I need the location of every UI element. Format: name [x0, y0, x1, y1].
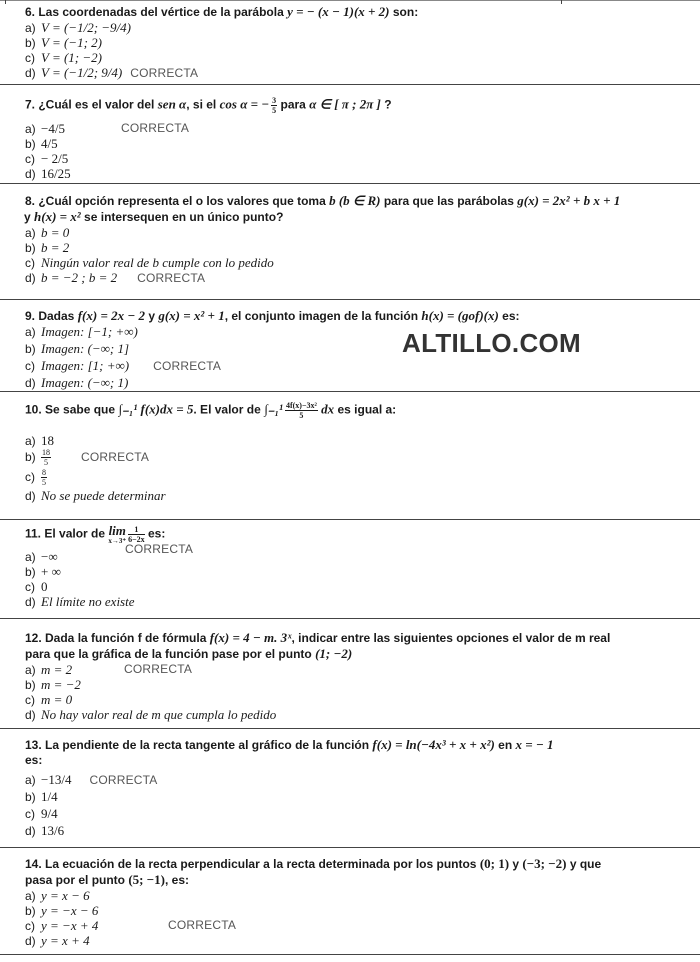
option-d: d) No se puede determinar: [25, 488, 166, 503]
question-stem-line2: para que la gráfica de la función pase por el punto (1; −2): [25, 646, 353, 661]
option-c: c) Ningún valor real de b cumple con lo pedido: [25, 255, 274, 270]
option-c: c) m = 0: [25, 692, 73, 707]
option-b: b) V = (−1; 2): [25, 35, 102, 50]
question-divider: [0, 954, 700, 955]
option-d: d) Imagen: (−∞; 1): [25, 375, 129, 390]
option-b: b) $\frac{18}{5}$ CORRECTA: [25, 448, 150, 467]
question-stem: 10. Se sabe que ∫₋₁¹ f(x)dx = 5. El valor de ∫₋₁¹ $\frac{\text{4f(x)−3x²}}{5}$ dx es igual a:: [25, 401, 397, 420]
question-stem: 9. Dadas f(x) = 2x − 2 y g(x) = x² + 1, el conjunto imagen de la función h(x) = (gof)(x) es:: [25, 308, 520, 323]
correct-marker: CORRECTA: [89, 773, 158, 787]
question-stem-line2: es:: [25, 753, 43, 767]
correct-marker: CORRECTA: [130, 66, 199, 80]
question-stem-line2: pasa por el punto (5; −1), es:: [25, 872, 190, 887]
correct-marker: CORRECTA: [137, 271, 206, 285]
option-c: c) $\frac{8}{5}$: [25, 468, 46, 487]
option-c: c) 0: [25, 579, 48, 594]
question-8: [25, 193, 700, 285]
option-b: b) y = −x − 6: [25, 903, 99, 918]
question-14: [25, 856, 700, 948]
question-7: [25, 96, 700, 181]
question-divider: [0, 847, 700, 848]
question-divider: [0, 84, 700, 85]
option-d: d) y = x + 4: [25, 933, 90, 948]
question-divider: [0, 519, 700, 520]
option-a: a) V = (−1/2; −9/4): [25, 20, 131, 35]
question-stem: 13. La pendiente de la recta tangente al gráfico de la función f(x) = ln(−4x³ + x + x²) en x = − 1: [25, 737, 554, 752]
option-c: c) 9/4: [25, 806, 58, 821]
option-b: b) + ∞: [25, 564, 61, 579]
correct-marker: CORRECTA: [81, 450, 150, 464]
question-6: [25, 4, 700, 80]
option-d: d) No hay valor real de m que cumpla lo pedido: [25, 707, 277, 722]
option-b: b) 4/5: [25, 136, 58, 151]
option-a: a) m = 2 CORRECTA: [25, 662, 193, 677]
option-d: d) 16/25: [25, 166, 71, 181]
question-stem: 7. ¿Cuál es el valor del sen α, si el cos α = − $\frac{3}{5}$ para α ∈ [ π ; 2π ] ?: [25, 96, 392, 115]
option-c: c) − 2/5: [25, 151, 69, 166]
option-a: a) 18: [25, 433, 54, 448]
option-a: a) b = 0: [25, 225, 70, 240]
top-border: [0, 0, 700, 1]
question-10: [25, 401, 700, 503]
question-divider: [0, 391, 700, 392]
option-a: a) −13/4 CORRECTA: [25, 772, 158, 787]
question-divider: [0, 618, 700, 619]
question-stem: 11. El valor de lim x→3⁺ $\frac{1}{6-2x}$ es:: [25, 523, 166, 545]
option-b: b) m = −2: [25, 677, 81, 692]
top-border-tick: [5, 0, 6, 4]
question-13: [25, 737, 700, 838]
correct-marker: CORRECTA: [168, 918, 237, 932]
option-c: c) y = −x + 4 CORRECTA: [25, 918, 237, 933]
option-d: d) 13/6: [25, 823, 65, 838]
question-stem: 14. La ecuación de la recta perpendicular a la recta determinada por los puntos (0; 1) y (−3; −2) y que: [25, 856, 602, 871]
question-divider: [0, 728, 700, 729]
correct-marker: CORRECTA: [121, 121, 190, 135]
option-a: a) Imagen: [−1; +∞): [25, 324, 138, 339]
question-stem-line2: y h(x) = x² se intersequen en un único punto?: [24, 209, 284, 224]
correct-marker: CORRECTA: [124, 662, 193, 676]
watermark-logo: ALTILLO.COM: [402, 328, 582, 358]
option-b: b) 1/4: [25, 789, 58, 804]
question-divider: [0, 299, 700, 300]
question-stem: 12. Dada la función f de fórmula f(x) = 4 − m. 3ˣ, indicar entre las siguientes opciones el valor de m real: [25, 630, 611, 645]
option-d: d) El límite no existe: [25, 594, 135, 609]
option-a: a) y = x − 6: [25, 888, 90, 903]
option-b: b) Imagen: (−∞; 1]: [25, 341, 130, 356]
question-9: [25, 308, 700, 390]
question-11: [25, 525, 700, 609]
option-c: c) Imagen: [1; +∞) CORRECTA: [25, 358, 222, 373]
option-a: a) −∞ CORRECTA: [25, 542, 194, 564]
question-stem: 6. Las coordenadas del vértice de la parábola y = − (x − 1)(x + 2) son:: [25, 4, 419, 19]
option-a: a) −4/5 CORRECTA: [25, 121, 190, 136]
question-divider: [0, 183, 700, 184]
option-c: c) V = (1; −2): [25, 50, 102, 65]
option-b: b) b = 2: [25, 240, 70, 255]
question-12: [25, 630, 700, 722]
question-stem: 8. ¿Cuál opción representa el o los valores que toma b (b ∈ R) para que las parábolas g(x) = 2x² + b x + 1: [25, 193, 621, 208]
option-d: d) b = −2 ; b = 2 CORRECTA: [25, 270, 206, 285]
correct-marker: CORRECTA: [153, 359, 222, 373]
option-d: d) V = (−1/2; 9/4) CORRECTA: [25, 65, 199, 80]
correct-marker: CORRECTA: [125, 542, 194, 556]
